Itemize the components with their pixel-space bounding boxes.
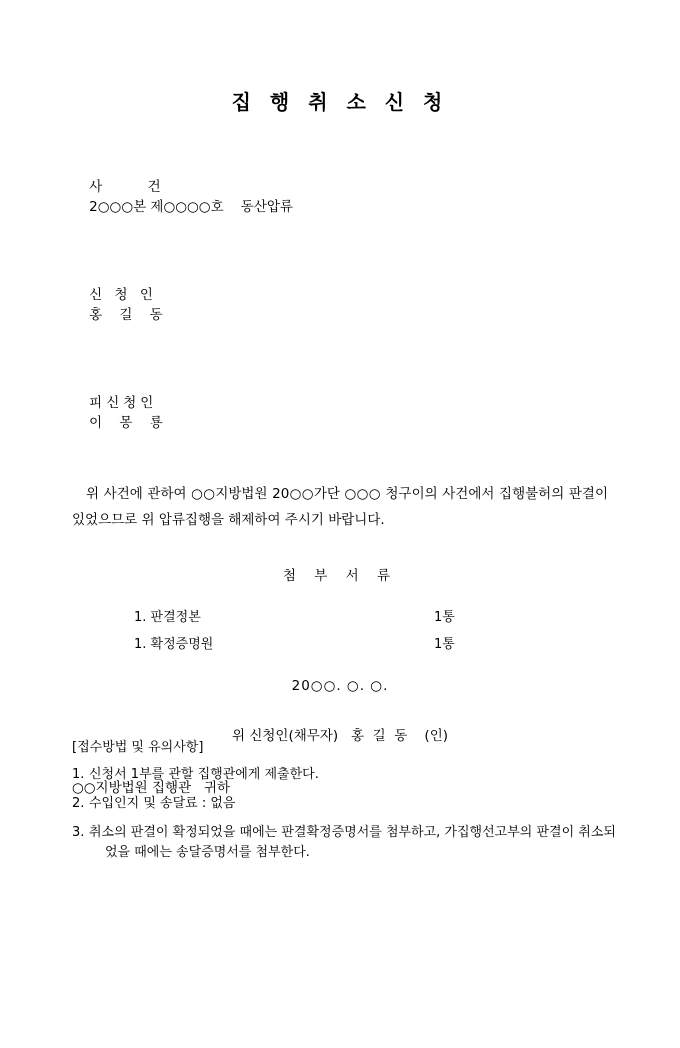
attachment-index-0: 1.	[134, 609, 147, 625]
attachment-heading: 첨 부 서 류	[282, 567, 398, 584]
notes-list	[72, 765, 622, 864]
attachment-count-1: 1통	[434, 636, 455, 652]
attachment-title-1: 확정증명원	[150, 636, 214, 652]
attachment-name-1	[134, 633, 434, 652]
applicant-label: 신 청 인	[89, 287, 157, 303]
respondent-row	[72, 375, 608, 447]
date-line: 20○○. ○. ○.	[291, 677, 389, 694]
case-number-value: 2○○○본 제○○○○호 동산압류	[89, 199, 293, 215]
notes-title: [접수방법 및 유의사항]	[72, 740, 204, 755]
note-text-2: 취소의 판결이 확정되었을 때에는 판결확정증명서를 첨부하고, 가집행선고부의 판결이 취소되었을 때에는 송달증명서를 첨부한다.	[89, 825, 616, 861]
attachment-list	[72, 606, 608, 652]
attachment-title-0: 판결정본	[150, 609, 201, 625]
request-paragraph	[72, 481, 608, 534]
case-number-row	[72, 159, 608, 231]
page-title: 집 행 취 소 신 청	[231, 90, 449, 114]
note-number-2: 3.	[72, 825, 85, 841]
document-page	[0, 86, 680, 1048]
attachment-index-1: 1.	[134, 636, 147, 652]
respondent-label: 피신청인	[89, 395, 158, 411]
list-item	[72, 765, 622, 785]
attachment-count-0: 1통	[434, 609, 455, 625]
list-item	[134, 606, 608, 625]
applicant-value: 홍 길 동	[89, 307, 163, 323]
attachment-name-0	[134, 606, 434, 625]
request-paragraph-text: 위 사건에 관하여 ○○지방법원 20○○가단 ○○○ 청구이의 사건에서 집행불허의 판결이 있었으므로 위 압류집행을 해제하여 주시기 바랍니다.	[72, 486, 608, 529]
note-number-0: 1.	[72, 767, 85, 782]
list-item	[72, 794, 622, 814]
case-number-label: 사 건	[89, 179, 165, 195]
note-number-1: 2.	[72, 796, 85, 812]
list-item	[72, 823, 622, 863]
signature-line: 위 신청인(채무자) 홍 길 동 (인)	[231, 727, 448, 744]
note-text-1: 수입인지 및 송달료 : 없음	[89, 796, 236, 812]
notes-section	[72, 736, 622, 873]
applicant-row	[72, 267, 608, 339]
court-addressee-line: ○○지방법원 집행관 귀하	[72, 779, 231, 796]
respondent-value: 이 몽 룡	[89, 415, 163, 431]
list-item	[134, 633, 608, 652]
note-text-0: 신청서 1부를 관할 집행관에게 제출한다.	[89, 767, 319, 782]
